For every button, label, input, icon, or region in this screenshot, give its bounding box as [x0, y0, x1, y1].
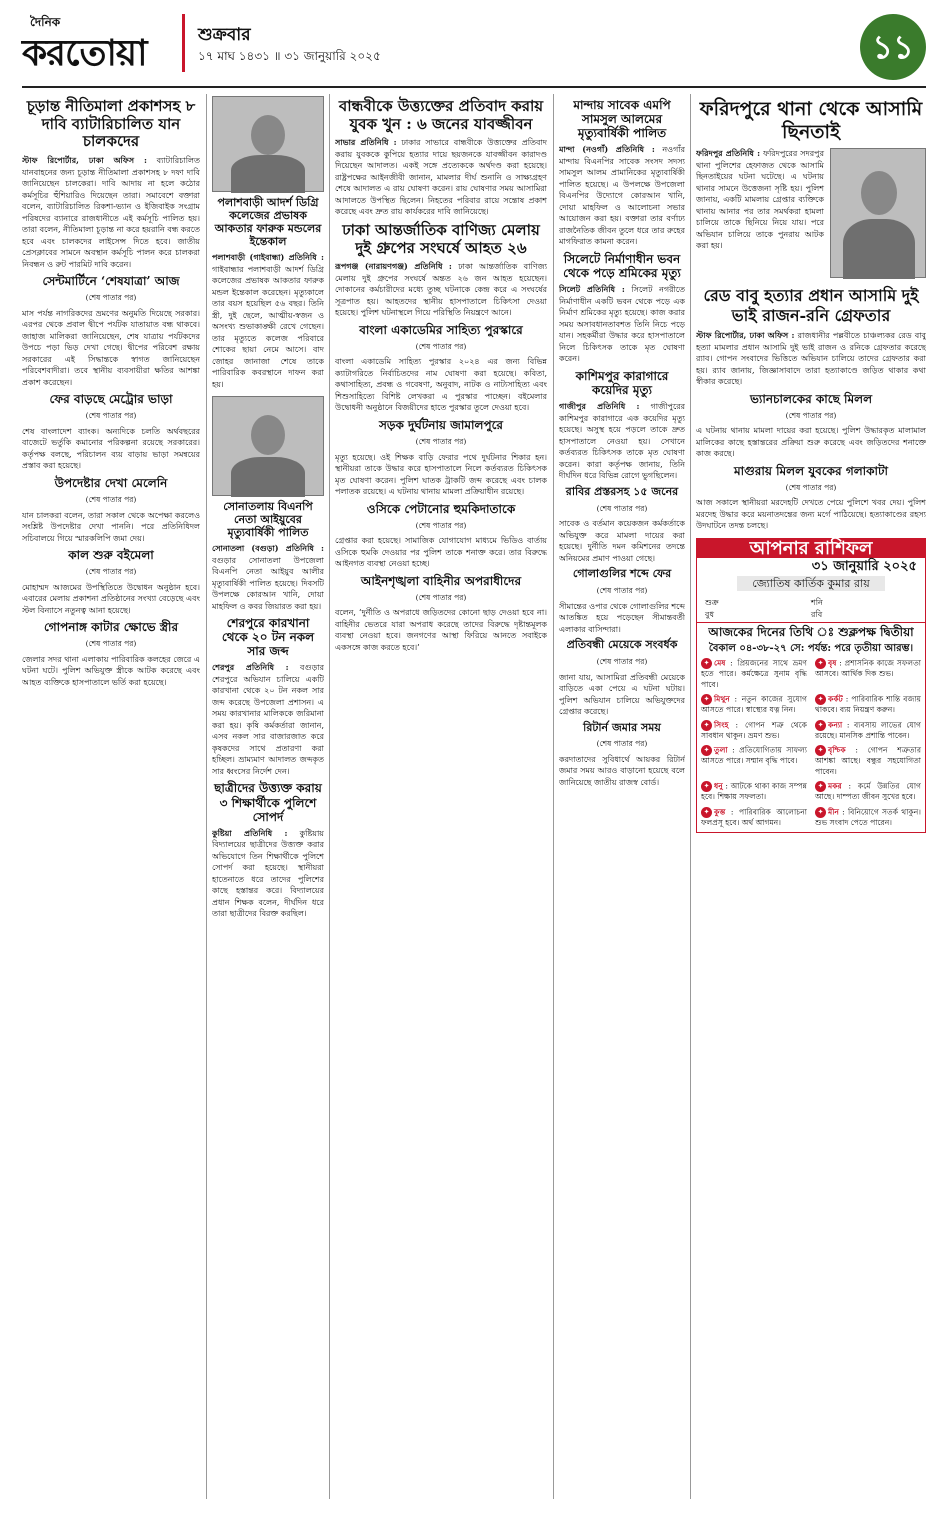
- continued-label: (শেষ পাতার পর): [85, 411, 137, 421]
- zodiac-text: পারিবারিক আলোচনা ফলপ্রসূ হবে। অর্থ আগমন।: [701, 807, 807, 827]
- byline: শেরপুর প্রতিনিধি :: [212, 662, 289, 673]
- continued-label: (শেষ পাতার পর): [415, 592, 467, 602]
- zodiac-text: প্রশাসনিক কাজে সফলতা আসবে। আর্থিক দিক শুভ।: [815, 658, 921, 679]
- continued-label: (শেষ পাতার পর): [596, 503, 648, 513]
- zodiac-icon: ✦: [815, 745, 826, 756]
- zodiac-name: কুম্ভ: [714, 807, 726, 817]
- headline-magura: মাগুরায় মিলল যুবকের গলাকাটা: [733, 463, 889, 478]
- planet-label: শুক্র: [705, 598, 719, 608]
- planet-label: রবি: [811, 609, 823, 619]
- issue-date: ১৭ মাঘ ১৪৩১ ॥ ৩১ জানুয়ারি ২০২৫: [198, 49, 381, 63]
- byline: সিলেট প্রতিনিধি :: [559, 284, 625, 295]
- zodiac-text: কর্মে উন্নতির যোগ আছে। দাম্পত্য জীবন সুখের হবে।: [815, 781, 922, 802]
- byline: পলাশবাড়ী (গাইবান্ধা) প্রতিনিধি :: [212, 252, 324, 262]
- article-body: [559, 144, 685, 248]
- article-text: গ্রেপ্তার করা হয়েছে। সামাজিক যোগাযোগ মাধ্যমে ভিডিও বার্তায় ওসিকে হুমকি দেওয়ার পর পুলিশ তাকে শনাক্ত করে। তার বিরুদ্ধে আইনগত ব্যবস্থা নেওয়া হচ্ছে।: [335, 536, 547, 569]
- article-text: বলেন, ‘দুর্নীতি ও অপরাধে জড়িতদের কোনো ছাড় দেওয়া হবে না। বাহিনীর ভেতরে যারা অপরাধ করেছে তাদের বিরুদ্ধে দৃষ্টান্তমূলক ব্যবস্থা নেওয়া হবে। জনগণের আস্থা ফিরিয়ে আনতে সবাইকে একসঙ্গে কাজ করতে হবে।’: [335, 608, 547, 652]
- zodiac-name: মিথুন: [714, 694, 730, 704]
- headline-rabi: রাবির প্রস্তরসহ ১৫ জনের: [565, 484, 679, 498]
- continued-label: (শেষ পাতার পর): [85, 639, 137, 649]
- zodiac-text: প্রিয়জনের সাথে ভ্রমণ হতে পারে। কর্মক্ষেত্রে সুনাম বৃদ্ধি পাবে।: [701, 658, 807, 689]
- portrait-face: [251, 115, 285, 155]
- zodiac-name: কর্কট: [828, 694, 843, 704]
- article-text: মাস পর্যন্ত নাগরিকদের ভ্রমণের অনুমতি দিয়েছে সরকার। এরপর থেকে প্রবাল দ্বীপে পর্যটক যাতায়াত বন্ধ থাকবে। জাহাজ মালিকরা জানিয়েছেন, শেষ যাত্রায় পর্যটকদের উপচে পড়া ভিড় দেখা গেছে। দ্বীপের পরিবেশ রক্ষায় সরকারের এই সিদ্ধান্তকে স্বাগত জানিয়েছেন পরিবেশবাদীরা। তবে স্থানীয় ব্যবসায়ীরা ক্ষতির আশঙ্কা প্রকাশ করেছেন।: [22, 308, 200, 387]
- headline-metro-fare: ফের বাড়ছে মেট্রোর ভাড়া: [49, 392, 173, 407]
- portrait-body: [231, 457, 305, 497]
- portrait-face: [251, 415, 285, 455]
- zodiac-sign-entry: ✦ মেষ : প্রিয়জনের সাথে ভ্রমণ হতে পারে। কর্মক্ষেত্রে সুনাম বৃদ্ধি পাবে।: [701, 658, 807, 689]
- zodiac-sign-entry: ✦ মিথুন : নতুন কাজের সুযোগ আসতে পারে। স্বাস্থ্যের যত্ন নিন।: [701, 694, 808, 715]
- headline-road-accident: সড়ক দুর্ঘটনায় জামালপুরে: [378, 417, 504, 432]
- zodiac-icon: ✦: [815, 658, 826, 669]
- masthead-divider: [182, 14, 185, 72]
- headline-saint-martin: সেন্টমার্টিনে ‘শেষযাত্রা’ আজ: [42, 274, 180, 289]
- article-body: [22, 155, 200, 270]
- headline-wife: গোপনাঙ্গ কাটার ক্ষোভে স্ত্রীর: [43, 620, 179, 635]
- zodiac-sign-entry: ✦ কর্কট : পারিবারিক শান্তি বজায় থাকবে। ব্যয় নিয়ন্ত্রণ করুন।: [815, 694, 922, 715]
- article-text: সিলেট নগরীতে নির্মাণাধীন একটি ভবন থেকে পড়ে এক নির্মাণ শ্রমিকের মৃত্যু হয়েছে। কাজ করার সময় অসাবধানতাবশত তিনি নিচে পড়ে যান। সহকর্মীরা উদ্ধার করে হাসপাতালে নিলে চিকিৎসক তাকে মৃত ঘোষণা করেন।: [559, 285, 685, 364]
- article-body: [559, 284, 685, 365]
- column-divider: [553, 94, 554, 1499]
- article-text: এ ঘটনায় থানায় মামলা দায়ের করা হয়েছে। পুলিশ উদ্ধারকৃত মালামাল মালিকের কাছে হস্তান্তরের প্রক্রিয়া শুরু করেছে এবং জড়িতদের শনাক্তে কাজ করছে।: [696, 426, 926, 459]
- continued-label: (শেষ পাতার পর): [85, 495, 137, 505]
- article-body: [212, 662, 324, 777]
- article-text: সীমান্তের ওপার থেকে গোলাগুলির শব্দে আতঙ্কিত হয়ে পড়েছেন সীমান্তবর্তী এলাকার বাসিন্দারা।: [559, 601, 685, 634]
- article-text: করদাতাদের সুবিধার্থে আয়কর রিটার্ন জমার সময় আরও বাড়ানো হয়েছে বলে জানিয়েছে জাতীয় রাজস্ব বোর্ড।: [559, 754, 685, 787]
- column-1: [22, 94, 200, 1499]
- zodiac-name: মেষ: [714, 658, 726, 668]
- portrait-body: [231, 155, 305, 193]
- zodiac-icon: ✦: [701, 694, 712, 705]
- article-text: কুষ্টিয়ায় বিদ্যালয়ের ছাত্রীদের উত্ত্যক্ত করার অভিযোগে তিন শিক্ষার্থীকে পুলিশে সোপর্দ করা হয়েছে। স্থানীয়রা হাতেনাতে ধরে তাদের পুলিশের কাছে হস্তান্তর করে। বিদ্যালয়ের প্রধান শিক্ষক বলেন, দীর্ঘদিন ধরে তারা ছাত্রীদের বিরক্ত করছিল।: [212, 828, 324, 919]
- horoscope-box: [696, 538, 926, 834]
- headline-battery-vehicles: চূড়ান্ত নীতিমালা প্রকাশসহ ৮ দাবি ব্যাটারিচালিত যান চালকদের: [26, 97, 196, 151]
- article-body: [212, 252, 324, 390]
- planet-labels: [697, 595, 925, 622]
- zodiac-icon: ✦: [701, 745, 712, 756]
- zodiac-sign-entry: ✦ তুলা : প্রতিযোগিতায় সাফল্য আসতে পারে। সম্মান বৃদ্ধি পাবে।: [701, 745, 808, 766]
- article-body: [212, 828, 324, 920]
- article-text: রাজধানীর পল্লবীতে চাঞ্চল্যকর রেড বাবু হত্যা মামলার প্রধান আসামি দুই ভাই রাজন ও রনিকে গ্রেফতার করেছে র‌্যাব। গোপন সংবাদের ভিত্তিতে অভিযান চালিয়ে তাদের গ্রেফতার করা হয়। র‌্যাব জানায়, জিজ্ঞাসাবাদে তারা হত্যাকাণ্ডে জড়িত থাকার কথা স্বীকার করেছে।: [696, 331, 926, 386]
- continued-label: (শেষ পাতার পর): [415, 520, 467, 530]
- continued-label: (শেষ পাতার পর): [85, 567, 137, 577]
- portrait-photo: [212, 96, 324, 192]
- article-text: বগুড়ার শেরপুরে অভিযান চালিয়ে একটি কারখানা থেকে ২০ টন নকল সার জব্দ করেছে উপজেলা প্রশাসন। এ সময় কারখানার মালিককে জরিমানা করা হয়। কৃষি কর্মকর্তারা জানান, এসব নকল সার বাজারজাত করে কৃষকদের সাথে প্রতারণা করা হচ্ছিল। ভ্রাম্যমাণ আদালত জব্দকৃত সার ধ্বংসের নির্দেশ দেন।: [212, 663, 324, 776]
- zodiac-sign-entry: ✦ মকর : কর্মে উন্নতির যোগ আছে। দাম্পত্য জীবন সুখের হবে।: [815, 781, 922, 802]
- zodiac-icon: ✦: [701, 807, 712, 818]
- zodiac-text: গোপন শত্রুতার আশঙ্কা আছে। বন্ধুর সহযোগিতা পাবেন।: [815, 745, 921, 776]
- article-text: যান চালকরা বলেন, তারা সকাল থেকে অপেক্ষা করলেও সংশ্লিষ্ট উপদেষ্টার দেখা পাননি। পরে প্রতিনিধিদল সচিবালয়ে গিয়ে স্মারকলিপি জমা দেয়।: [22, 510, 200, 543]
- column-3: [335, 94, 547, 1499]
- article-body: [559, 401, 685, 482]
- continued-label: (শেষ পাতার পর): [415, 437, 467, 447]
- newspaper-logo: [22, 14, 172, 84]
- zodiac-name: বৃষ: [828, 658, 837, 668]
- zodiac-name: বৃশ্চিক: [828, 745, 846, 755]
- masthead: [0, 0, 945, 86]
- zodiac-name: সিংহ: [714, 720, 729, 730]
- article-text: ঢাকার সাভারে বান্ধবীকে উত্ত্যক্তের প্রতিবাদ করায় যুবককে কুপিয়ে হত্যার দায়ে ছয়জনকে যাবজ্জীবন কারাদণ্ড দিয়েছেন আদালত। একই সঙ্গে প্রত্যেককে অর্থদণ্ড করা হয়েছে। রাষ্ট্রপক্ষের আইনজীবী জানান, মামলার দীর্ঘ শুনানি ও সাক্ষ্যগ্রহণ শেষে আদালত এ রায় ঘোষণা করেন। রায় ঘোষণার সময় আসামিরা আদালতে উপস্থিত ছিলেন। নিহতের পরিবার রায়ে সন্তোষ প্রকাশ করেছে এবং দ্রুত রায় কার্যকরের দাবি জানিয়েছে।: [335, 138, 547, 217]
- zodiac-icon: ✦: [701, 658, 712, 669]
- article-text: জানা যায়, আসামিরা প্রতিবন্ধী মেয়েকে বাড়িতে একা পেয়ে এ ঘটনা ঘটায়। পুলিশ অভিযান চালিয়ে অভিযুক্তদের গ্রেপ্তার করেছে।: [559, 672, 685, 716]
- zodiac-text: প্রতিযোগিতায় সাফল্য আসতে পারে। সম্মান বৃদ্ধি পাবে।: [701, 745, 808, 766]
- headline-murder-verdict: বান্ধবীকে উত্ত্যক্তের প্রতিবাদ করায় যুবক খুন : ৬ জনের যাবজ্জীবন: [338, 97, 544, 133]
- column-divider: [206, 94, 207, 1499]
- headline-book-fair: কাল শুরু বইমেলা: [68, 548, 154, 563]
- article-body: [696, 330, 926, 388]
- zodiac-name: মকর: [828, 781, 842, 791]
- headline-bangla-academy: বাংলা একাডেমির সাহিত্য পুরস্কারে: [359, 322, 523, 337]
- zodiac-name: মীন: [828, 807, 839, 817]
- article-text: মোহাম্মদ আজমের উপস্থিতিতে উদ্বোধন অনুষ্ঠান হবে। এবারের মেলায় প্রকাশনা প্রতিষ্ঠানের সংখ্যা বেড়েছে এবং স্টল বিন্যাসে নতুনত্ব আনা হয়েছে।: [22, 582, 200, 615]
- zodiac-icon: ✦: [701, 720, 712, 731]
- byline: গাজীপুর প্রতিনিধি :: [559, 401, 640, 412]
- headline-fake-fertilizer: শেরপুরে কারখানা থেকে ২০ টন নকল সার জব্দ: [221, 616, 315, 659]
- zodiac-text: গোপন শত্রু থেকে সাবধান থাকুন। ভ্রমণ শুভ।: [701, 720, 807, 740]
- horoscope-title: আপনার রাশিফল: [697, 539, 925, 559]
- zodiac-icon: ✦: [815, 694, 826, 705]
- column-divider: [329, 94, 330, 1499]
- headline-tax-return: রিটার্ন জমার সময়: [583, 720, 661, 734]
- zodiac-sign-entry: ✦ বৃষ : প্রশাসনিক কাজে সফলতা আসবে। আর্থিক দিক শুভ।: [815, 658, 921, 679]
- issue-day: শুক্রবার: [198, 25, 251, 45]
- article-text: ঢাকা আন্তর্জাতিক বাণিজ্য মেলায় দুই গ্রুপের সংঘর্ষে অন্তত ২৬ জন আহত হয়েছেন। দোকানের কর্মচারীদের মধ্যে তুচ্ছ ঘটনাকে কেন্দ্র করে এ সংঘর্ষের সূত্রপাত হয়। আহতদের স্থানীয় হাসপাতালে চিকিৎসা দেওয়া হয়েছে। পুলিশ ঘটনাস্থলে গিয়ে পরিস্থিতি নিয়ন্ত্রণে আনে।: [335, 262, 547, 318]
- portrait-body: [843, 219, 915, 279]
- continued-label: (শেষ পাতার পর): [785, 410, 837, 420]
- horoscope-time: বৈকাল ০৪-৩৮-২৭ সে: পর্যন্ত: পরে তৃতীয়া আরম্ভ।: [708, 642, 914, 654]
- planet-label: শনি: [811, 598, 823, 608]
- byline: স্টাফ রিপোর্টার, ঢাকা অফিস :: [696, 330, 795, 340]
- portrait-face: [861, 171, 897, 215]
- zodiac-sign-entry: ✦ কন্যা : ব্যবসায় লাভের যোগ রয়েছে। মানসিক প্রশান্তি পাবেন।: [815, 720, 922, 740]
- zodiac-text: নতুন কাজের সুযোগ আসতে পারে। স্বাস্থ্যের যত্ন নিন।: [701, 694, 808, 715]
- suspect-photo: [830, 148, 926, 278]
- zodiac-signs: [697, 658, 925, 832]
- headline-worker-death: সিলেটে নির্মাণাধীন ভবন থেকে পড়ে শ্রমিকের মৃত্যু: [563, 251, 681, 281]
- byline: সাভার প্রতিনিধি :: [335, 137, 397, 148]
- zodiac-name: তুলা: [714, 745, 728, 755]
- headline-prisoner-death: কাশিমপুর কারাগারে কয়েদির মৃত্যু: [575, 368, 669, 397]
- byline: ফরিদপুর প্রতিনিধি :: [696, 148, 761, 158]
- logo-small-text: দৈনিক: [30, 15, 61, 29]
- horoscope-tithi: আজকের দিনের তিথি ঃ শুক্লপক্ষ দ্বিতীয়া: [697, 622, 925, 643]
- article-text: ফরিদপুরের সদরপুর থানা পুলিশের হেফাজত থেকে আসামি ছিনতাইয়ের ঘটনা ঘটেছে। এ ঘটনায় থানার সামনে উত্তেজনা সৃষ্টি হয়। পুলিশ জানায়, একটি মামলায় গ্রেপ্তার ব্যক্তিকে থানায় আনার পর তার সমর্থকরা হামলা চালিয়ে তাকে ছিনিয়ে নিয়ে যায়। পরে অভিযান চালিয়ে তাকে পুনরায় আটক করা হয়।: [696, 149, 824, 250]
- zodiac-sign-entry: ✦ মীন : বিনিয়োগে সতর্ক থাকুন। শুভ সংবাদ পেতে পারেন।: [815, 807, 921, 827]
- article-text: জেলার সদর থানা এলাকায় পারিবারিক কলহের জেরে এ ঘটনা ঘটে। পুলিশ অভিযুক্ত স্ত্রীকে আটক করেছে এবং আহত ব্যক্তিকে হাসপাতালে ভর্তি করা হয়েছে।: [22, 654, 200, 687]
- headline-trade-fair: ঢাকা আন্তর্জাতিক বাণিজ্য মেলায় দুই গ্রুপের সংঘর্ষে আহত ২৬: [342, 220, 540, 257]
- byline: স্টাফ রিপোর্টার, ঢাকা অফিস :: [22, 155, 147, 166]
- article-text: গাইবান্ধার পলাশবাড়ী আদর্শ ডিগ্রি কলেজের প্রভাষক আকতার ফারুক মন্ডল ইন্তেকাল করেছেন। মৃত্যুকালে তার বয়স হয়েছিল ৫৬ বছর। তিনি স্ত্রী, দুই ছেলে, আত্মীয়-স্বজন ও অসংখ্য শুভাকাঙ্ক্ষী রেখে গেছেন। তার মৃত্যুতে কলেজ পরিবারে শোকের ছায়া নেমে আসে। বাদ জোহর জানাজা শেষে তাকে পারিবারিক কবরস্থানে দাফন করা হয়।: [212, 264, 324, 389]
- article-text: বগুড়ার সোনাতলা উপজেলা বিএনপি নেতা আইয়ুব আলীর মৃত্যুবার্ষিকী পালিত হয়েছে। দিবসটি উপলক্ষে কোরআন খানি, দোয়া মাহফিল ও কবর জিয়ারত করা হয়।: [212, 555, 324, 611]
- zodiac-icon: ✦: [815, 781, 826, 792]
- byline: সোনাতলা (বগুড়া) প্রতিনিধি :: [212, 543, 324, 553]
- zodiac-sign-entry: ✦ কুম্ভ : পারিবারিক আলোচনা ফলপ্রসূ হবে। অর্থ আগমন।: [701, 807, 807, 827]
- continued-label: (শেষ পাতার পর): [596, 739, 648, 749]
- zodiac-text: পারিবারিক শান্তি বজায় থাকবে। ব্যয় নিয়ন্ত্রণ করুন।: [815, 694, 922, 715]
- article-body: [335, 137, 547, 218]
- headline-disabled-girl: প্রতিবন্ধী মেয়েকে সংবর্ধক: [566, 638, 678, 652]
- portrait-photo: [212, 396, 324, 496]
- article-text: আজ সকালে স্থানীয়রা মরদেহটি দেখতে পেয়ে পুলিশে খবর দেয়। পুলিশ মরদেহ উদ্ধার করে ময়নাতদন্তের জন্য মর্গে পাঠিয়েছে। হত্যাকাণ্ডের রহস্য উদঘাটনে তদন্ত চলছে।: [696, 498, 926, 531]
- zodiac-icon: ✦: [701, 781, 712, 792]
- zodiac-icon: ✦: [815, 807, 826, 818]
- planet-label: বুধ: [705, 609, 714, 619]
- byline: রূপগঞ্জ (নারায়ণগঞ্জ) প্রতিনিধি :: [335, 261, 452, 272]
- logo-big-text: করতোয়া: [22, 33, 147, 74]
- article-text: মৃত্যু হয়েছে। ওই শিক্ষক বাড়ি ফেরার পথে দুর্ঘটনার শিকার হন। স্থানীয়রা তাকে উদ্ধার করে হাসপাতালে নিলে কর্তব্যরত চিকিৎসক মৃত ঘোষণা করেন। পুলিশ ঘাতক ট্রাকটি জব্দ করেছে এবং চালক পলাতক রয়েছে। এ ঘটনায় থানায় মামলা প্রক্রিয়াধীন রয়েছে।: [335, 452, 547, 497]
- zodiac-sign-entry: ✦ সিংহ : গোপন শত্রু থেকে সাবধান থাকুন। ভ্রমণ শুভ।: [701, 720, 807, 740]
- byline: কুষ্টিয়া প্রতিনিধি :: [212, 827, 288, 838]
- headline-van-driver: ভ্যানচালকের কাছে মিলল: [749, 391, 873, 406]
- headline-red-babu: রেড বাবু হত্যার প্রধান আসামি দুই ভাই রাজন-রনি গ্রেফতার: [703, 286, 919, 325]
- article-text: গাজীপুরের কাশিমপুর কারাগারে এক কয়েদির মৃত্যু হয়েছে। অসুস্থ হয়ে পড়লে তাকে দ্রুত হাসপাতালে নেওয়া হয়। সেখানে কর্তব্যরত চিকিৎসক তাকে মৃত ঘোষণা করেন। কারা কর্তৃপক্ষ জানায়, তিনি দীর্ঘদিন ধরে বিভিন্ন রোগে ভুগছিলেন।: [559, 402, 685, 481]
- headline-adviser: উপদেষ্টার দেখা মেলেনি: [54, 475, 168, 490]
- headline-law-enforcement: আইনশৃঙ্খলা বাহিনীর অপরাধীদের: [360, 573, 522, 588]
- continued-label: (শেষ পাতার পর): [85, 293, 137, 303]
- article-text: ব্যাটারিচালিত যানবাহনের জন্য চূড়ান্ত নীতিমালা প্রকাশসহ ৮ দফা দাবি জানিয়েছেন চালকেরা। দাবি আদায় না হলে কঠোর কর্মসূচির হুঁশিয়ারিও দিয়েছেন তারা। সমাবেশে বক্তারা বলেন, ব্যাটারিচালিত রিকশা-ভ্যান ও ইজিবাইক সংগ্রাম পরিষদের ব্যানারে রাজধানীতে এই কর্মসূচি পালিত হয়। তারা বলেন, নীতিমালা চূড়ান্ত না করে হয়রানি বন্ধ করতে হবে এবং চালকদের লাইসেন্স দিতে হবে। জাতীয় প্রেসক্লাবের সামনে অবস্থান কর্মসূচি পালন করে চালকরা নিবন্ধন ও রুট পারমিট দাবি করেন।: [22, 156, 200, 269]
- column-5: [696, 94, 926, 1499]
- horoscope-author: জ্যোতিষ কার্তিক কুমার রায়: [737, 576, 885, 592]
- continued-label: (শেষ পাতার পর): [596, 586, 648, 596]
- headline-gunfire: গোলাগুলির শব্দে ফের: [572, 567, 672, 581]
- zodiac-name: কন্যা: [828, 720, 843, 730]
- article-text: সাবেক ও বর্তমান কয়েকজন কর্মকর্তাকে অভিযুক্ত করে মামলা দায়ের করা হয়েছে। দুর্নীতি দমন কমিশনের তদন্তে অনিয়মের প্রমাণ পাওয়া গেছে।: [559, 519, 685, 563]
- horoscope-date: ৩১ জানুয়ারি ২০২৫: [811, 559, 917, 575]
- page-number-badge: ১১: [860, 14, 926, 80]
- column-divider: [690, 94, 691, 1499]
- zodiac-sign-entry: ✦ বৃশ্চিক : গোপন শত্রুতার আশঙ্কা আছে। বন্ধুর সহযোগিতা পাবেন।: [815, 745, 921, 776]
- zodiac-icon: ✦: [815, 720, 826, 731]
- obituary-headline-1: পলাশবাড়ী আদর্শ ডিগ্রি কলেজের প্রভাষক আকতার ফারুক মন্ডলের ইন্তেকাল: [214, 196, 322, 248]
- zodiac-text: ব্যবসায় লাভের যোগ রয়েছে। মানসিক প্রশান্তি পাবেন।: [815, 720, 922, 740]
- headline-former-mp: মান্দায় সাবেক এমপি সামসুল আলমের মৃত্যুবার্ষিকী পালিত: [573, 98, 671, 141]
- masthead-rule: [22, 86, 926, 88]
- zodiac-text: আটকে থাকা কাজ সম্পন্ন হবে। শিক্ষায় সফলতা।: [701, 781, 808, 802]
- article-body: [335, 261, 547, 319]
- headline-faridpur: ফরিদপুরে থানা থেকে আসামি ছিনতাই: [699, 98, 923, 143]
- article-text: নওগাঁর মান্দায় বিএনপির সাবেক সংসদ সদস্য সামসুল আলম প্রামানিকের মৃত্যুবার্ষিকী পালিত হয়েছে। এ উপলক্ষে উপজেলা বিএনপির উদ্যোগে কোরআন খানি, দোয়া মাহফিল ও আলোচনা সভার আয়োজন করা হয়। বক্তারা তার বর্ণাঢ্য রাজনৈতিক জীবন তুলে ধরে তার রুহের মাগফিরাত কামনা করেন।: [559, 145, 685, 247]
- byline: মান্দা (নওগাঁ) প্রতিনিধি :: [559, 144, 655, 155]
- headline-students: ছাত্রীদের উত্ত্যক্ত করায় ৩ শিক্ষার্থীকে পুলিশে সোপর্দ: [214, 781, 322, 824]
- article-text: শেষ বাংলাদেশ ব্যাংক। অন্যদিকে চলতি অর্থবছরের বাজেটে ভর্তুকি কমানোর পরিকল্পনা রয়েছে সরকারের। কর্তৃপক্ষ বলছে, পরিচালন ব্যয় বাড়ায় ভাড়া সমন্বয়ের প্রস্তাব করা হয়েছে।: [22, 426, 200, 471]
- zodiac-sign-entry: ✦ ধনু : আটকে থাকা কাজ সম্পন্ন হবে। শিক্ষায় সফলতা।: [701, 781, 808, 802]
- zodiac-text: বিনিয়োগে সতর্ক থাকুন। শুভ সংবাদ পেতে পারেন।: [815, 807, 921, 827]
- continued-label: (শেষ পাতার পর): [596, 657, 648, 666]
- column-4: [559, 94, 685, 1499]
- article-text: বাংলা একাডেমি সাহিত্য পুরস্কার ২০২৪ এর জন্য বিভিন্ন ক্যাটাগরিতে নির্বাচিতদের নাম ঘোষণা করা হয়েছে। কবিতা, কথাসাহিত্য, প্রবন্ধ ও গবেষণা, অনুবাদ, নাটক ও নাট্যসাহিত্য এবং শিশুসাহিত্যে বিশিষ্ট লেখকরা এ পুরস্কার পাচ্ছেন। বইমেলার উদ্বোধনী অনুষ্ঠানে বিজয়ীদের হাতে পুরস্কার তুলে দেওয়া হবে।: [335, 357, 547, 413]
- column-2: [212, 94, 324, 1499]
- obituary-headline-2: সোনাতলায় বিএনপি নেতা আইয়ুবের মৃত্যুবার্ষিকী পালিত: [223, 500, 313, 539]
- continued-label: (শেষ পাতার পর): [785, 482, 837, 492]
- article-body: [696, 148, 824, 276]
- headline-oc-threat: ওসিকে পেটানোর হুমকিদাতাকে: [366, 501, 516, 516]
- continued-label: (শেষ পাতার পর): [415, 341, 467, 351]
- zodiac-name: ধনু: [714, 781, 723, 791]
- story-with-photo: [696, 148, 926, 278]
- article-body: [212, 543, 324, 612]
